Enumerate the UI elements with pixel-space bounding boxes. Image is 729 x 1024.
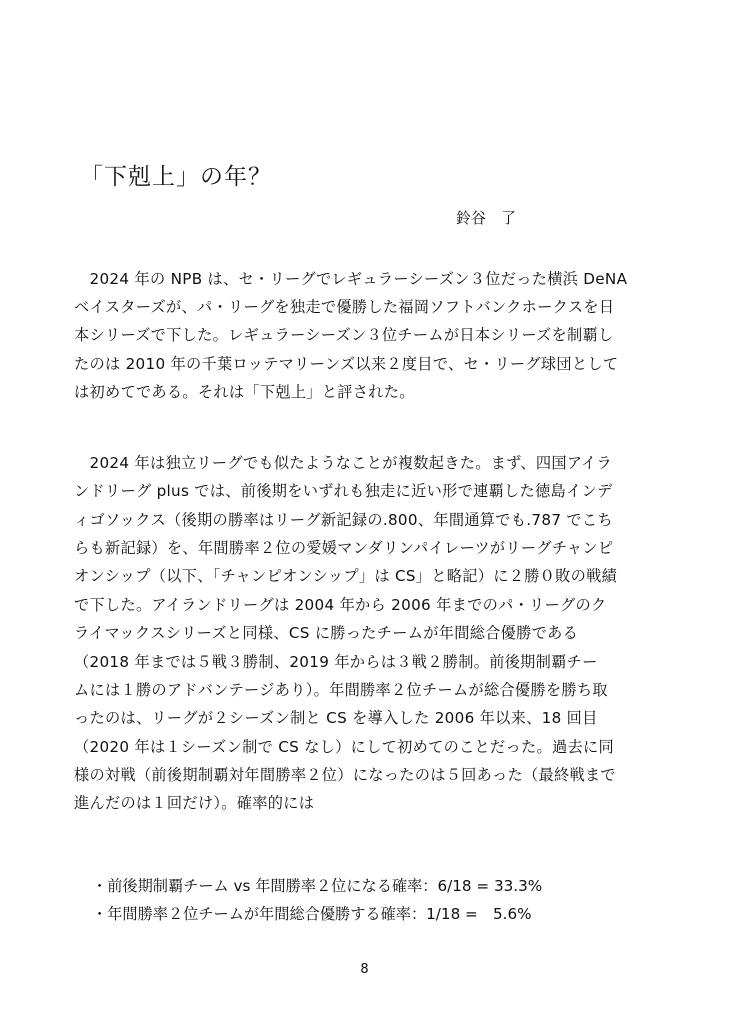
paragraph-line: は初めてである。それは「下剋上」と評された。 (74, 383, 415, 401)
paragraph-line: ライマックスシリーズと同様、CS に勝ったチームが年間総合優勝である (74, 624, 579, 642)
paragraph-line: ムには１勝のアドバンテージあり）。年間勝率２位チームが総合優勝を勝ち取 (74, 681, 608, 699)
paragraph-line: （2020 年は１シーズン制で CS なし）にして初めてのことだった。過去に同 (74, 738, 614, 756)
paragraph-line: ったのは、リーグが２シーズン制と CS を導入した 2006 年以来、18 回目 (74, 709, 598, 727)
bullet-item: ・年間勝率２位チームが年間総合優勝する確率：1/18 = 5.6% (92, 905, 532, 923)
paragraph-line: 2024 年の NPB は、セ・リーグでレギュラーシーズン３位だった横浜 DeNA (74, 270, 628, 288)
paragraph-line: ベイスターズが、パ・リーグを独走で優勝した福岡ソフトバンクホークスを日 (74, 298, 615, 316)
bullet-item: ・前後期制覇チーム vs 年間勝率２位になる確率：6/18 = 33.3% (92, 877, 543, 895)
author-name: 鈴谷 了 (456, 209, 517, 227)
page-number: 8 (360, 962, 369, 977)
paragraph-line: 2024 年は独立リーグでも似たようなことが複数起きた。まず、四国アイラ (74, 454, 612, 472)
paragraph-line: で下した。アイランドリーグは 2004 年から 2006 年までのパ・リーグのク (74, 596, 607, 614)
paragraph-line: らも新記録）を、年間勝率２位の愛媛マンダリンパイレーツがリーグチャンピ (74, 539, 614, 557)
paragraph-line: 様の対戦（前後期制覇対年間勝率２位）になったのは５回あった（最終戦まで (74, 766, 616, 784)
paragraph-line: 進んだのは１回だけ）。確率的には (74, 794, 315, 812)
paragraph-line: ンドリーグ plus では、前後期をいずれも独走に近い形で連覇した徳島インデ (74, 482, 613, 500)
paragraph-line: オンシップ（以下、「チャンピオンシップ」は CS」と略記）に２勝０敗の戦績 (74, 567, 618, 585)
paragraph-line: ィゴソックス（後期の勝率はリーグ新記録の.800、年間通算でも.787 でこち (74, 511, 613, 529)
paragraph-line: （2018 年までは５戦３勝制、2019 年からは３戦２勝制。前後期制覇チー (74, 653, 598, 671)
paragraph-line: 本シリーズで下した。レギュラーシーズン３位チームが日本シリーズを制覇し (74, 326, 614, 344)
paragraph-line: たのは 2010 年の千葉ロッテマリーンズ以来２度目で、セ・リーグ球団として (74, 355, 619, 373)
article-title: 「下剋上」の年？ (80, 164, 272, 190)
